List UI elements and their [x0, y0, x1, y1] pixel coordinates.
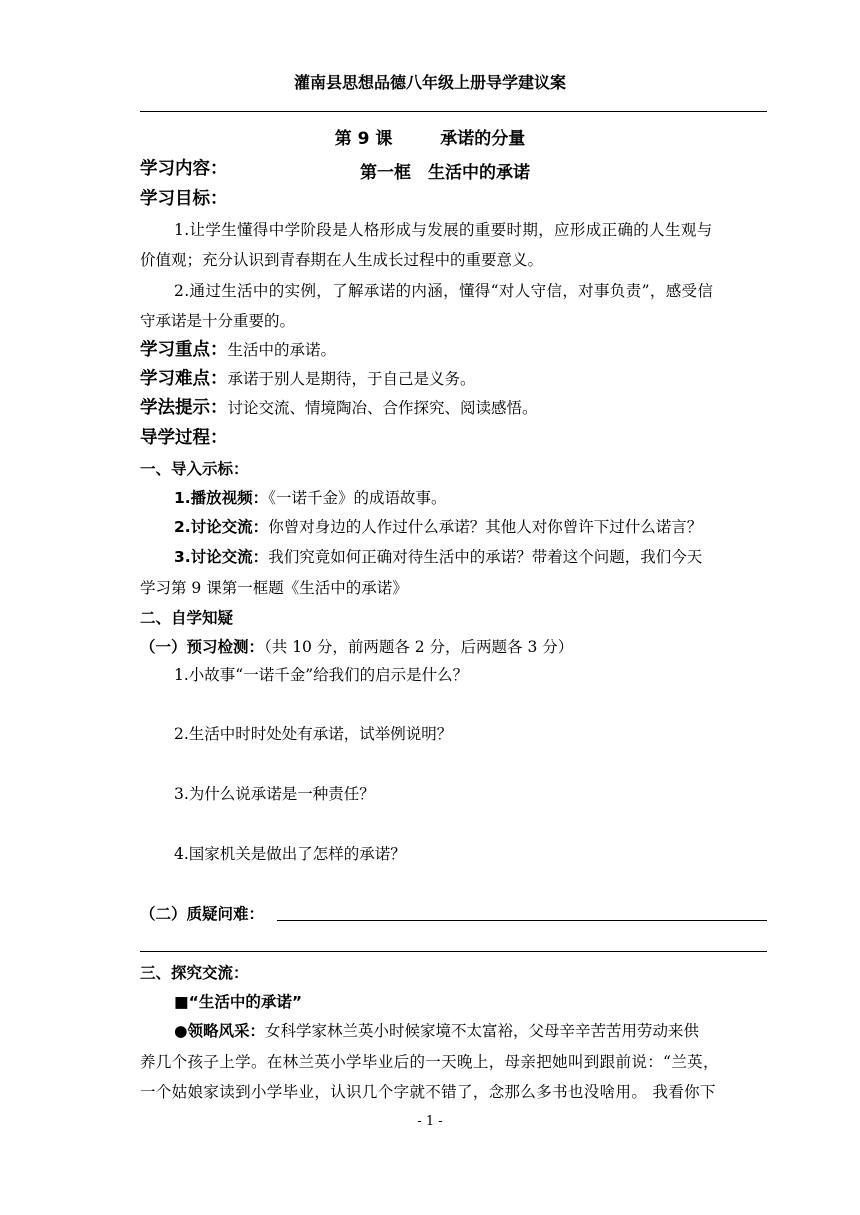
- section1-title: 一、导入示标：: [140, 460, 249, 478]
- section1-item-1: [174, 486, 804, 510]
- header-title: 灌南县思想品德八年级上册导学建议案: [293, 73, 566, 92]
- method-label: 学法提示：: [140, 398, 228, 418]
- section3-topic: ■“生活中的承诺”: [174, 993, 303, 1011]
- section2-title: 二、自学知疑: [140, 609, 234, 627]
- key-point-label: 学习重点：: [140, 340, 228, 360]
- lesson-number: 第 9 课: [334, 129, 393, 149]
- question-3: 3.为什么说承诺是一种责任？: [174, 785, 375, 803]
- section1-item-3: [174, 545, 804, 569]
- question-2: 2.生活中时时处处有承诺，试举例说明？: [174, 725, 453, 743]
- lesson-title: [0, 124, 860, 149]
- section1-item-2-label: 2.讨论交流：: [174, 518, 269, 536]
- objective-2-line-2: 守承诺是十分重要的。: [140, 312, 296, 330]
- difficulty-label: 学习难点：: [140, 369, 228, 389]
- section1-item-3-label: 3.讨论交流：: [174, 548, 269, 566]
- method: [140, 396, 770, 420]
- key-point-text: 生活中的承诺。: [227, 341, 337, 359]
- section1-item-1-label: 1.播放视频：: [174, 489, 269, 507]
- section1-item-3-text: 我们究竟如何正确对待生活中的承诺？带着这个问题，我们今天: [268, 548, 703, 566]
- doubts-answer-line: [277, 920, 767, 921]
- study-content-label: 学习内容：: [140, 159, 228, 179]
- difficulty-text: 承诺于别人是期待，于自己是义务。: [227, 370, 476, 388]
- question-1: 1.小故事“一诺千金”给我们的启示是什么？: [174, 666, 469, 684]
- section1-item-2-text: 你曾对身边的人作过什么承诺？其他人对你曾许下过什么诺言？: [268, 518, 703, 536]
- story-line-3: 一个姑娘家读到小学毕业，认识几个字就不错了，念那么多书也没啥用。 我看你下: [140, 1083, 716, 1101]
- pre-check: [140, 635, 770, 659]
- pre-check-label: （一）预习检测：: [140, 638, 265, 656]
- objective-2-line-1: 2.通过生活中的实例，了解承诺的内涵，懂得“对人守信，对事负责”，感受信: [174, 282, 714, 300]
- doubts-label: （二）质疑问难：: [140, 905, 265, 923]
- lesson-name: 承诺的分量: [440, 129, 526, 149]
- difficulty: [140, 367, 770, 391]
- story-line-1: [174, 1019, 804, 1043]
- section1-item-3-line-2: 学习第 9 课第一框题《生活中的承诺》: [140, 579, 408, 597]
- objectives-label: 学习目标：: [140, 189, 228, 209]
- section1-item-1-text: 《一诺千金》的成语故事。: [268, 489, 447, 507]
- story-label: ●领略风采：: [174, 1022, 266, 1040]
- section1-item-2: [174, 515, 804, 539]
- frame-title: 第一框 生活中的承诺: [360, 163, 530, 183]
- doubts-answer-line-2: [140, 951, 767, 952]
- section3-title: 三、探究交流：: [140, 964, 249, 982]
- method-text: 讨论交流、情境陶冶、合作探究、阅读感悟。: [227, 399, 538, 417]
- process-label: 导学过程：: [140, 428, 228, 448]
- header-rule: [140, 111, 767, 112]
- pre-check-note: （共 10 分，前两题各 2 分，后两题各 3 分）: [264, 638, 574, 656]
- question-4: 4.国家机关是做出了怎样的承诺？: [174, 845, 406, 863]
- key-point: [140, 338, 770, 362]
- objective-1-line-2: 价值观；充分认识到青春期在人生成长过程中的重要意义。: [140, 251, 544, 269]
- page-number: - 1 -: [417, 1114, 443, 1129]
- story-line-2: 养几个孩子上学。在林兰英小学毕业后的一天晚上，母亲把她叫到跟前说：“兰英，: [140, 1053, 719, 1071]
- objective-1-line-1: 1.让学生懂得中学阶段是人格形成与发展的重要时期，应形成正确的人生观与: [174, 221, 713, 239]
- story-text-1: 女科学家林兰英小时候家境不太富裕，父母辛辛苦苦用劳动来供: [265, 1022, 700, 1040]
